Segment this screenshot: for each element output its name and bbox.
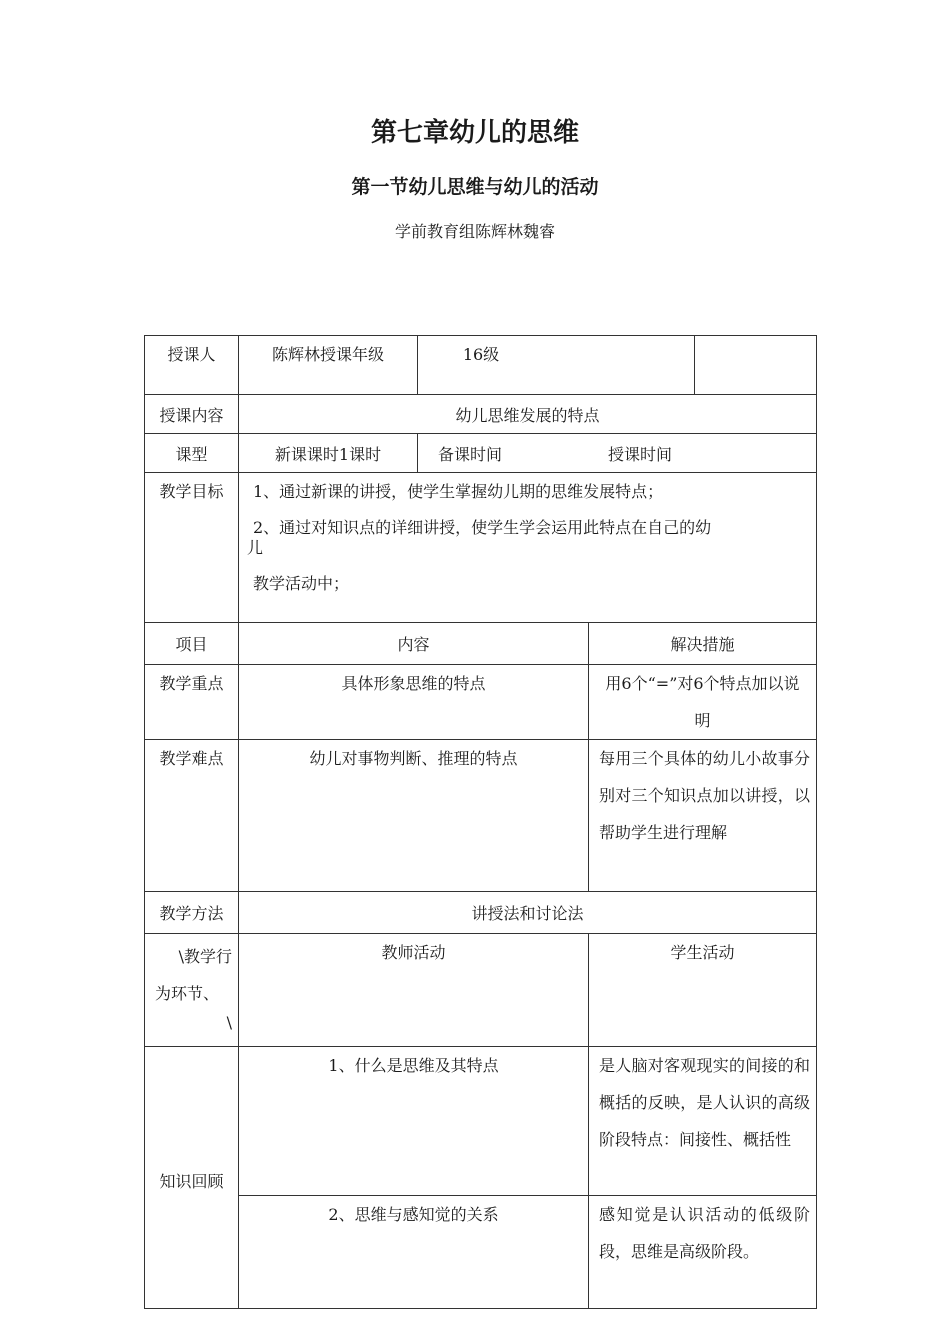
table-row: [145, 1047, 817, 1196]
content-label: 授课内容: [145, 395, 239, 434]
key-point-measure: 用6个“=”对6个特点加以说明: [589, 665, 817, 740]
method-value: 讲授法和讨论法: [239, 892, 817, 934]
table-row: [145, 1196, 817, 1309]
content-value: 幼儿思维发展的特点: [239, 395, 817, 434]
table-row: [145, 740, 817, 892]
key-point-label: 教学重点: [145, 665, 239, 740]
table-row: [145, 665, 817, 740]
method-label: 教学方法: [145, 892, 239, 934]
teacher-activity-header: 教师活动: [239, 934, 589, 1047]
difficult-point-content: 幼儿对事物判断、推理的特点: [239, 740, 589, 892]
content-header: 内容: [239, 623, 589, 665]
activity-label-bottom: \: [226, 1013, 232, 1032]
table-row: [145, 473, 817, 623]
table-row: [145, 892, 817, 934]
item-header: 项目: [145, 623, 239, 665]
authors-line: 学前教育组陈辉林魏睿: [394, 222, 555, 241]
review-answer-1: 是人脑对客观现实的间接的和概括的反映，是人认识的高级阶段特点：间接性、概括性: [589, 1047, 817, 1196]
goal-line-1: 1、通过新课的讲授，使学生掌握幼儿期的思维发展特点；: [253, 482, 664, 501]
teach-time-label: 授课时间: [608, 444, 673, 464]
table-row: [145, 623, 817, 665]
teacher-label: 授课人: [145, 336, 239, 395]
table-row: [145, 434, 817, 473]
table-row: [145, 934, 817, 1047]
section-title: 第一节幼儿思维与幼儿的活动: [351, 176, 599, 198]
teacher-name-grade-label: 陈辉林授课年级: [239, 336, 418, 395]
review-answer-2: 感知觉是认识活动的低级阶段，思维是高级阶段。: [589, 1196, 817, 1309]
type-label: 课型: [145, 434, 239, 473]
table-row: [145, 395, 817, 434]
goal-line-2-tail: 儿: [247, 538, 264, 557]
difficult-point-label: 教学难点: [145, 740, 239, 892]
goal-line-2: 2、通过对知识点的详细讲授，使学生学会运用此特点在自己的幼: [253, 518, 712, 537]
table-row: [145, 336, 817, 395]
prep-time-label: 备课时间: [438, 444, 503, 464]
chapter-title: 第七章幼儿的思维: [370, 118, 579, 148]
activity-label-mid: 为环节、: [155, 984, 220, 1003]
key-point-content: 具体形象思维的特点: [239, 665, 589, 740]
type-value: 新课课时1课时: [239, 434, 418, 473]
goal-line-3: 教学活动中；: [253, 574, 350, 593]
measure-header: 解决措施: [589, 623, 817, 665]
grade-value: 16级: [418, 336, 695, 395]
blank-cell: [695, 336, 817, 395]
lesson-plan-table: [144, 335, 817, 1309]
review-question-2: 2、思维与感知觉的关系: [239, 1196, 589, 1309]
goal-label: 教学目标: [145, 473, 239, 623]
activity-label-top: \教学行: [178, 947, 232, 966]
student-activity-header: 学生活动: [589, 934, 817, 1047]
review-question-1: 1、什么是思维及其特点: [239, 1047, 589, 1196]
difficult-point-measure: 每用三个具体的幼儿小故事分别对三个知识点加以讲授，以帮助学生进行理解: [589, 740, 817, 892]
review-label: 知识回顾: [145, 1047, 239, 1309]
